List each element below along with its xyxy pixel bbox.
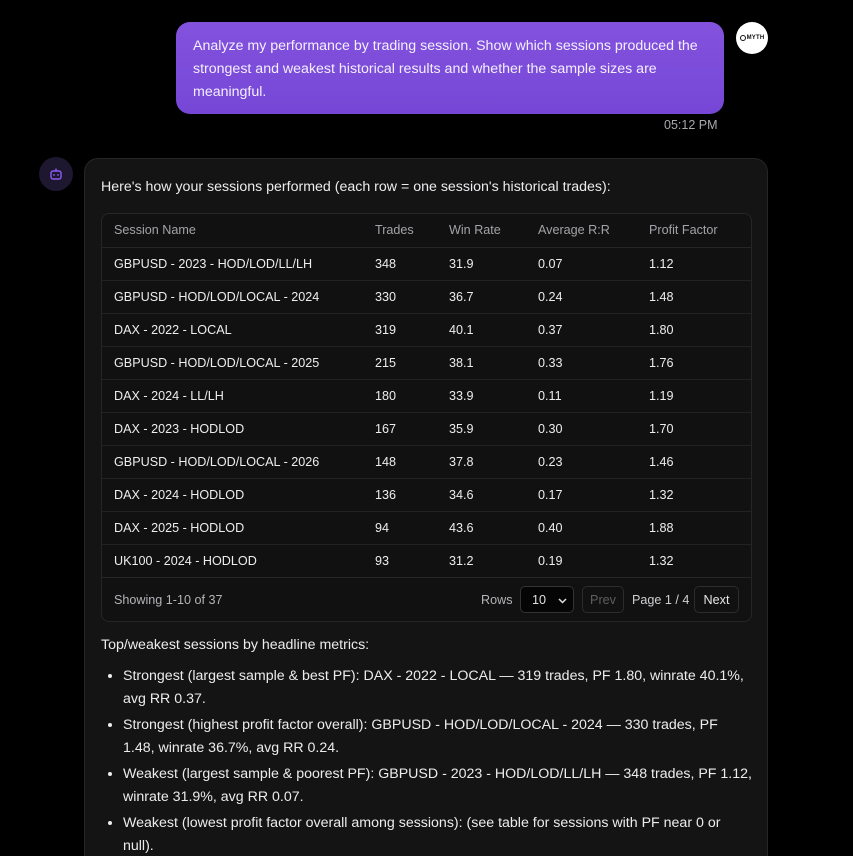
cell-profit-factor: 1.76 bbox=[637, 346, 751, 379]
cell-trades: 180 bbox=[363, 379, 437, 412]
cell-trades: 148 bbox=[363, 445, 437, 478]
cell-session-name: UK100 - 2024 - HODLOD bbox=[102, 544, 363, 577]
rows-per-page-value: 10 bbox=[532, 592, 547, 607]
table-pagination bbox=[102, 577, 751, 622]
assistant-avatar bbox=[39, 157, 73, 191]
summary-item: • Strongest (largest sample & best PF): DAX - 2022 - LOCAL — 319 trades, PF 1.80, winrate 40.1%, avg RR 0.37. bbox=[123, 665, 753, 710]
table-row bbox=[102, 478, 751, 511]
cell-trades: 330 bbox=[363, 280, 437, 313]
prev-page-button[interactable]: Prev bbox=[582, 586, 624, 613]
rows-per-page-select[interactable] bbox=[520, 586, 574, 613]
cell-average-rr: 0.19 bbox=[526, 544, 637, 577]
cell-average-rr: 0.17 bbox=[526, 478, 637, 511]
user-avatar[interactable] bbox=[736, 22, 768, 54]
showing-count: Showing 1-10 of 37 bbox=[114, 593, 223, 607]
summary-item: • Weakest (lowest profit factor overall among sessions): (see table for sessions with PF near 0 or null). bbox=[123, 812, 753, 856]
cell-profit-factor: 1.32 bbox=[637, 478, 751, 511]
cell-session-name: GBPUSD - HOD/LOD/LOCAL - 2025 bbox=[102, 346, 363, 379]
cell-profit-factor: 1.88 bbox=[637, 511, 751, 544]
cell-win-rate: 40.1 bbox=[437, 313, 526, 346]
cell-profit-factor: 1.46 bbox=[637, 445, 751, 478]
header-profit-factor[interactable]: Profit Factor bbox=[637, 214, 751, 247]
sessions-table bbox=[102, 214, 751, 578]
robot-icon bbox=[49, 167, 63, 181]
sessions-table-container bbox=[101, 213, 752, 622]
cell-average-rr: 0.37 bbox=[526, 313, 637, 346]
summary-item: • Weakest (largest sample & poorest PF): GBPUSD - 2023 - HOD/LOD/LL/LH — 348 trades, PF 1.12, winrate 31.9%, avg RR 0.07. bbox=[123, 763, 753, 808]
cell-profit-factor: 1.48 bbox=[637, 280, 751, 313]
cell-session-name: GBPUSD - HOD/LOD/LOCAL - 2024 bbox=[102, 280, 363, 313]
table-row bbox=[102, 346, 751, 379]
logo-mark-icon bbox=[740, 35, 746, 41]
summary-title: Top/weakest sessions by headline metrics: bbox=[101, 637, 370, 653]
avatar-text: MYTH bbox=[746, 35, 765, 41]
cell-session-name: DAX - 2024 - HODLOD bbox=[102, 478, 363, 511]
table-row bbox=[102, 511, 751, 544]
cell-trades: 215 bbox=[363, 346, 437, 379]
cell-trades: 136 bbox=[363, 478, 437, 511]
table-row bbox=[102, 280, 751, 313]
cell-win-rate: 43.6 bbox=[437, 511, 526, 544]
table-row bbox=[102, 379, 751, 412]
table-row bbox=[102, 445, 751, 478]
cell-average-rr: 0.23 bbox=[526, 445, 637, 478]
assistant-intro: Here's how your sessions performed (each row = one session's historical trades): bbox=[101, 179, 611, 195]
cell-profit-factor: 1.80 bbox=[637, 313, 751, 346]
cell-win-rate: 34.6 bbox=[437, 478, 526, 511]
cell-profit-factor: 1.32 bbox=[637, 544, 751, 577]
cell-trades: 93 bbox=[363, 544, 437, 577]
cell-trades: 167 bbox=[363, 412, 437, 445]
rows-label: Rows bbox=[481, 593, 513, 607]
cell-average-rr: 0.11 bbox=[526, 379, 637, 412]
user-message bbox=[176, 22, 724, 114]
cell-win-rate: 37.8 bbox=[437, 445, 526, 478]
cell-win-rate: 31.9 bbox=[437, 247, 526, 280]
cell-average-rr: 0.07 bbox=[526, 247, 637, 280]
cell-win-rate: 33.9 bbox=[437, 379, 526, 412]
table-row bbox=[102, 544, 751, 577]
cell-profit-factor: 1.19 bbox=[637, 379, 751, 412]
summary-list bbox=[123, 665, 753, 856]
cell-profit-factor: 1.12 bbox=[637, 247, 751, 280]
next-page-button[interactable]: Next bbox=[694, 586, 739, 613]
user-message-bubble: Analyze my performance by trading session. Show which sessions produced the strongest and weakest historical results and whether the sample sizes are meaningful. bbox=[176, 22, 724, 114]
header-trades[interactable]: Trades bbox=[363, 214, 437, 247]
header-average-rr[interactable]: Average R:R bbox=[526, 214, 637, 247]
cell-profit-factor: 1.70 bbox=[637, 412, 751, 445]
cell-trades: 319 bbox=[363, 313, 437, 346]
table-row bbox=[102, 313, 751, 346]
summary-item: • Strongest (highest profit factor overall): GBPUSD - HOD/LOD/LOCAL - 2024 — 330 trades, PF 1.48, winrate 36.7%, avg RR 0.24. bbox=[123, 714, 753, 759]
cell-trades: 94 bbox=[363, 511, 437, 544]
table-row bbox=[102, 412, 751, 445]
page-indicator: Page 1 / 4 bbox=[632, 593, 690, 607]
cell-session-name: GBPUSD - 2023 - HOD/LOD/LL/LH bbox=[102, 247, 363, 280]
cell-session-name: GBPUSD - HOD/LOD/LOCAL - 2026 bbox=[102, 445, 363, 478]
cell-average-rr: 0.40 bbox=[526, 511, 637, 544]
cell-average-rr: 0.33 bbox=[526, 346, 637, 379]
cell-session-name: DAX - 2022 - LOCAL bbox=[102, 313, 363, 346]
cell-average-rr: 0.24 bbox=[526, 280, 637, 313]
cell-win-rate: 38.1 bbox=[437, 346, 526, 379]
chevron-down-icon bbox=[558, 596, 567, 605]
cell-win-rate: 35.9 bbox=[437, 412, 526, 445]
cell-session-name: DAX - 2025 - HODLOD bbox=[102, 511, 363, 544]
header-session-name[interactable]: Session Name bbox=[102, 214, 363, 247]
header-win-rate[interactable]: Win Rate bbox=[437, 214, 526, 247]
cell-session-name: DAX - 2023 - HODLOD bbox=[102, 412, 363, 445]
cell-win-rate: 36.7 bbox=[437, 280, 526, 313]
cell-average-rr: 0.30 bbox=[526, 412, 637, 445]
message-timestamp: 05:12 PM bbox=[664, 118, 718, 132]
cell-win-rate: 31.2 bbox=[437, 544, 526, 577]
table-row bbox=[102, 247, 751, 280]
assistant-message bbox=[84, 158, 768, 856]
cell-session-name: DAX - 2024 - LL/LH bbox=[102, 379, 363, 412]
cell-trades: 348 bbox=[363, 247, 437, 280]
table-header-row bbox=[102, 214, 751, 247]
